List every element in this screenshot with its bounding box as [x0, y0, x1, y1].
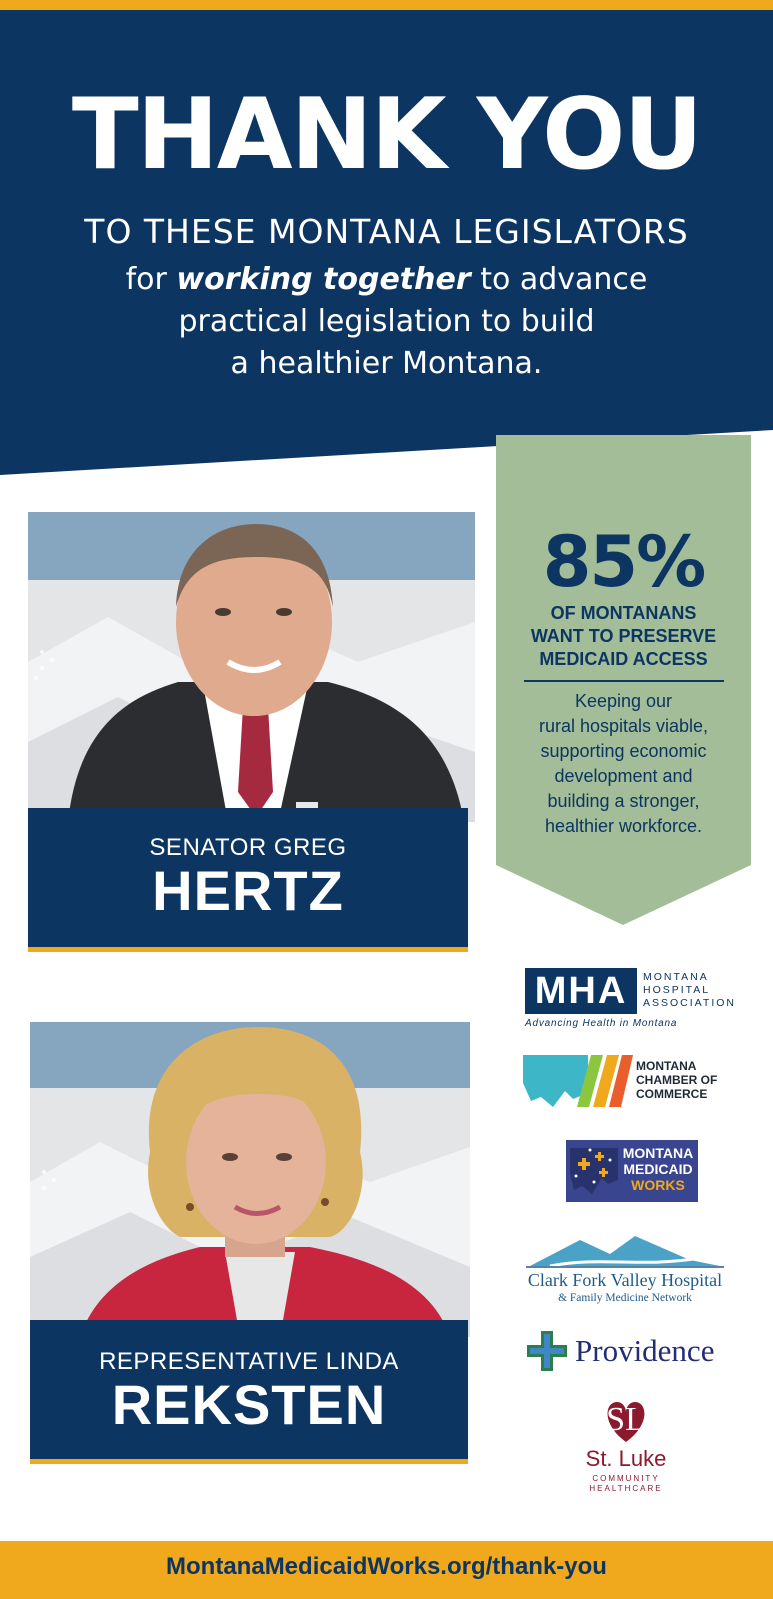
providence-logo [527, 1331, 737, 1373]
st-luke-tagline-line: HEALTHCARE [589, 1484, 663, 1493]
mha-name-line: ASSOCIATION [643, 997, 736, 1009]
st-luke-name: St. Luke [585, 1446, 667, 1471]
mha-mark: MHA [525, 968, 637, 1014]
stat-badge [496, 435, 751, 925]
hero-body-prefix: for [125, 262, 177, 297]
medicaid-works-logo [566, 1140, 698, 1208]
montana-state-icon [523, 1053, 633, 1109]
stat-body-line: development and [554, 766, 693, 786]
stat-body-line: supporting economic [540, 741, 707, 761]
mha-name-line: HOSPITAL [643, 984, 711, 996]
hero-body-emphasis: working together [176, 262, 471, 297]
representative-role: REPRESENTATIVE LINDA [99, 1348, 399, 1375]
mha-logo [525, 968, 750, 1032]
senator-role: SENATOR GREG [149, 834, 347, 861]
hero-body-line-1 [0, 259, 773, 301]
stat-body-line: rural hospitals viable, [538, 716, 709, 736]
clark-fork-valley-logo [520, 1232, 730, 1308]
stat-headline [496, 602, 751, 671]
stat-headline-line: OF MONTANANS [550, 603, 697, 623]
stat-body-line: building a stronger, [547, 791, 700, 811]
clark-fork-valley-tagline: & Family Medicine Network [558, 1292, 692, 1304]
stat-value: 85% [542, 521, 705, 603]
chamber-name-line: MONTANA [636, 1059, 697, 1073]
representative-name-plate [30, 1320, 468, 1464]
hero-subtitle: TO THESE MONTANA LEGISLATORS [84, 212, 689, 251]
footer-url-link[interactable]: MontanaMedicaidWorks.org/thank-you [166, 1553, 607, 1580]
st-luke-logo [571, 1388, 681, 1498]
chamber-name [636, 1059, 746, 1101]
mountains-icon [520, 1232, 730, 1270]
hero-title: THANK YOU [71, 78, 702, 192]
hero-body-line-2: practical legislation to build [178, 304, 595, 339]
providence-cross-icon [527, 1331, 567, 1371]
top-gold-stripe [0, 0, 773, 10]
stat-divider [524, 680, 724, 682]
clark-fork-valley-name: Clark Fork Valley Hospital [527, 1270, 723, 1290]
stat-headline-line: MEDICAID ACCESS [539, 649, 708, 669]
chamber-name-line: COMMERCE [636, 1087, 708, 1101]
medicaid-works-name [620, 1145, 696, 1193]
hero-body [0, 259, 773, 385]
st-luke-monogram: SL [606, 1401, 646, 1438]
senator-name-plate [28, 808, 468, 952]
chamber-logo [523, 1053, 748, 1109]
mha-tagline: Advancing Health in Montana [525, 1018, 678, 1029]
senator-last-name: HERTZ [152, 859, 344, 922]
hero-body-line-3: a healthier Montana. [230, 346, 543, 381]
stat-headline-line: WANT TO PRESERVE [530, 626, 717, 646]
representative-last-name: REKSTEN [111, 1373, 387, 1436]
stat-body [496, 689, 751, 839]
st-luke-tagline [571, 1474, 681, 1494]
mha-name-line: MONTANA [643, 971, 709, 983]
representative-photo [30, 1022, 470, 1337]
mha-name [643, 971, 743, 1010]
st-luke-tagline-line: COMMUNITY [592, 1474, 660, 1483]
medicaid-works-line: MEDICAID [623, 1161, 693, 1177]
providence-name: Providence [575, 1333, 715, 1368]
senator-photo [28, 512, 475, 822]
st-luke-heart-icon [571, 1388, 681, 1446]
stat-body-line: Keeping our [574, 691, 673, 711]
medicaid-works-line: WORKS [631, 1177, 685, 1193]
stat-body-line: healthier workforce. [544, 816, 703, 836]
medicaid-works-line: MONTANA [622, 1145, 694, 1161]
hero-body-line-1-rest: to advance [470, 262, 648, 297]
chamber-name-line: CHAMBER OF [636, 1073, 718, 1087]
